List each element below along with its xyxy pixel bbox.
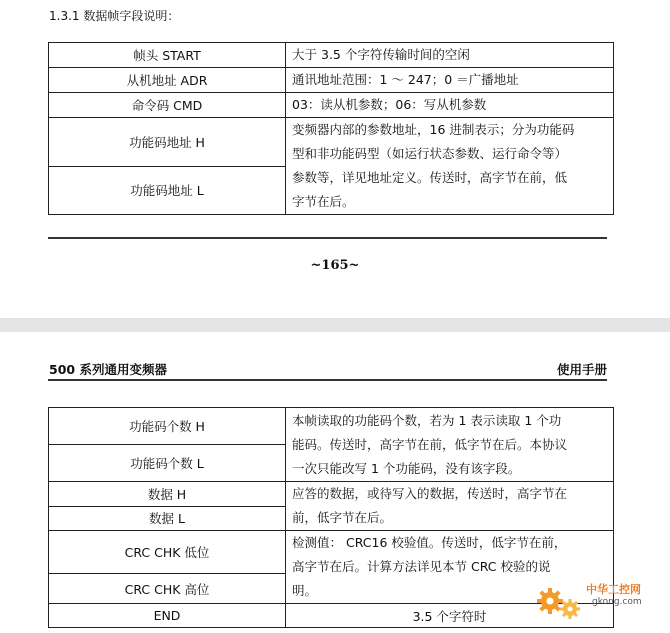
desc-line: 应答的数据，或待写入的数据，传送时，高字节在 <box>292 486 568 501</box>
field-cell: 功能码个数 H <box>49 408 286 445</box>
data-frame-table <box>48 42 614 215</box>
data-frame-table-continued <box>48 407 614 628</box>
desc-line: 型和非功能码型（如运行状态参数、运行命令等） <box>292 146 568 161</box>
field-cell: END <box>49 604 286 628</box>
page-number: ~165~ <box>310 258 360 273</box>
desc-cell <box>286 118 614 215</box>
desc-line: 字节在后。 <box>292 194 355 209</box>
table-row <box>49 118 614 167</box>
desc-line: 参数等，详见地址定义。传送时，高字节在前，低 <box>292 170 568 185</box>
header-manual: 使用手册 <box>556 362 607 377</box>
field-cell: CRC CHK 低位 <box>49 531 286 574</box>
table-row <box>49 408 614 445</box>
field-cell: 功能码地址 L <box>49 166 286 215</box>
gear-icon <box>536 577 588 623</box>
desc-line: 能码。传送时，高字节在前，低字节在后。本协议 <box>292 436 568 452</box>
desc-cell: 通讯地址范围：1 ～ 247；0 ＝广播地址 <box>286 68 614 93</box>
desc-line: 前，低字节在后。 <box>292 510 393 525</box>
watermark-url: gkong.com <box>592 597 642 607</box>
section-title: 1.3.1 数据帧字段说明： <box>49 9 180 23</box>
header-title: 500 系列通用变频器 <box>49 362 167 377</box>
desc-cell: 大于 3.5 个字符传输时间的空闲 <box>286 43 614 68</box>
watermark-name: 中华工控网 <box>586 583 641 596</box>
watermark <box>536 577 666 627</box>
desc-cell <box>286 482 614 531</box>
field-cell: 数据 L <box>49 506 286 531</box>
desc-cell: 03：读从机参数；06：写从机参数 <box>286 93 614 118</box>
desc-line: 高字节在后。计算方法详见本节 CRC 校验的说 <box>292 559 551 574</box>
desc-line: 变频器内部的参数地址，16 进制表示；分为功能码 <box>292 122 575 137</box>
field-cell: 功能码个数 L <box>49 445 286 482</box>
field-cell: 数据 H <box>49 482 286 507</box>
desc-line: 一次只能改写 1 个功能码，没有该字段。 <box>292 460 521 476</box>
table-row <box>49 531 614 574</box>
field-cell: CRC CHK 高位 <box>49 574 286 604</box>
table-row <box>49 68 614 93</box>
table-row <box>49 93 614 118</box>
desc-cell <box>286 408 614 482</box>
table-row <box>49 482 614 507</box>
desc-cell: 3.5 个字符时 <box>286 604 614 628</box>
field-cell: 从机地址 ADR <box>49 68 286 93</box>
field-cell: 功能码地址 H <box>49 118 286 167</box>
table-row <box>49 43 614 68</box>
field-cell: 帧头 START <box>49 43 286 68</box>
header-rule <box>48 379 607 381</box>
footer-rule <box>48 237 607 239</box>
desc-line: 检测值： CRC16 校验值。传送时，低字节在前， <box>292 535 567 550</box>
desc-line: 本帧读取的功能码个数，若为 1 表示读取 1 个功 <box>292 412 562 428</box>
page-separator <box>0 318 670 332</box>
table-row <box>49 604 614 628</box>
desc-line: 明。 <box>292 583 318 598</box>
field-cell: 命令码 CMD <box>49 93 286 118</box>
